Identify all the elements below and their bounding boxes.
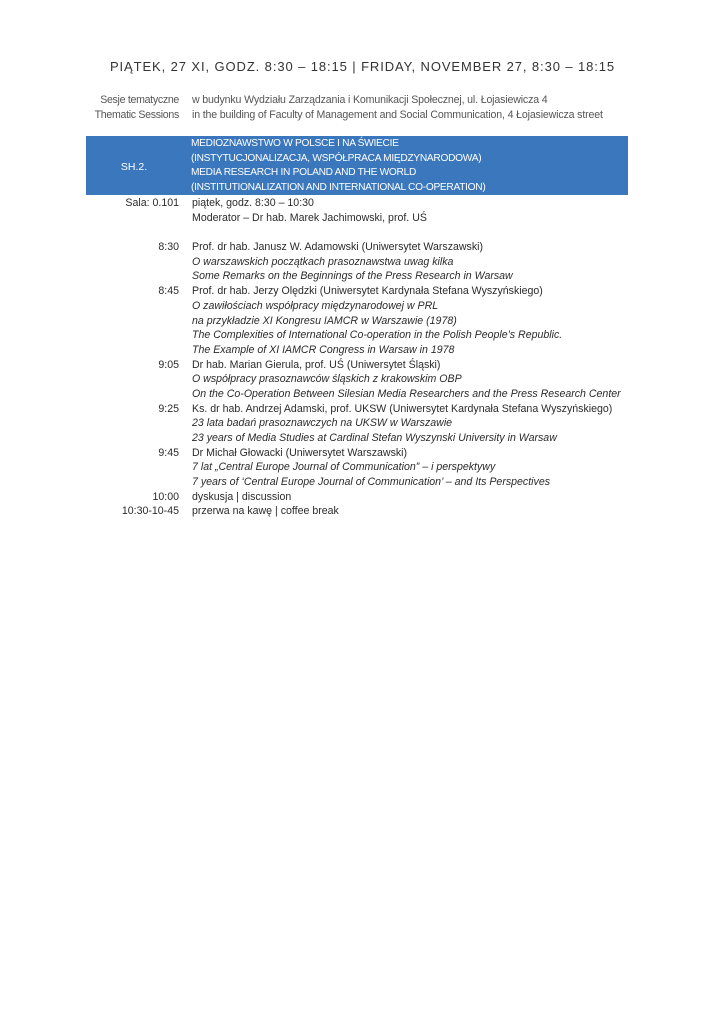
venue-text-pl: w budynku Wydziału Zarządzania i Komunikacji Społecznej, ul. Łojasiewicza 4 (192, 94, 548, 106)
spacer (0, 225, 725, 240)
talk-title: 23 years of Media Studies at Cardinal Stefan Wyszynski University in Warsaw (192, 432, 557, 444)
session-title-line: MEDIA RESEARCH IN POLAND AND THE WORLD (191, 167, 417, 179)
talk-time: 9:05 (158, 358, 179, 371)
talk-row (0, 446, 725, 490)
venue-label-en: Thematic Sessions (94, 109, 179, 121)
discussion-time: 10:00 (152, 490, 179, 503)
room-date: piątek, godz. 8:30 – 10:30 (192, 197, 314, 209)
talk-time: 8:45 (158, 285, 179, 298)
talk-time: 9:45 (158, 446, 179, 459)
venue-text-en: in the building of Faculty of Management and Social Communication, 4 Łojasiewicza street (192, 109, 603, 121)
discussion-text: dyskusja | discussion (192, 490, 292, 503)
discussion-row (0, 490, 725, 505)
talk-title: na przykładzie XI Kongresu IAMCR w Warszawie (1978) (192, 314, 457, 327)
talk-title: On the Co-Operation Between Silesian Media Researchers and the Press Research Center (192, 387, 621, 400)
room-label: Sala: 0.101 (125, 197, 179, 209)
talk-speaker: Dr Michał Głowacki (Uniwersytet Warszawski) (192, 446, 408, 459)
talk-speaker: Dr hab. Marian Gierula, prof. UŚ (Uniwersytet Śląski) (192, 358, 441, 371)
talk-title: The Complexities of International Co-operation in the Polish People’s Republic. (192, 329, 563, 342)
talk-row (0, 284, 725, 357)
talk-speaker: Ks. dr hab. Andrzej Adamski, prof. UKSW (Uniwersytet Kardynała Stefana Wyszyńskiego) (192, 402, 613, 415)
coffee-break-row (0, 504, 725, 519)
talk-title: O warszawskich początkach prasoznawstwa uwag kilka (192, 255, 454, 268)
talk-time: 8:30 (158, 241, 179, 254)
moderator: Moderator – Dr hab. Marek Jachimowski, prof. UŚ (192, 211, 427, 224)
talk-time: 9:25 (158, 402, 179, 415)
session-title-line: (INSTYTUCJONALIZACJA, WSPÓŁPRACA MIĘDZYNARODOWA) (191, 152, 482, 164)
coffee-break-time: 10:30-10-45 (121, 505, 179, 518)
talk-speaker: Prof. dr hab. Janusz W. Adamowski (Uniwersytet Warszawski) (192, 241, 484, 254)
talk-title: 7 lat „Central Europe Journal of Communication” – i perspektywy (192, 461, 496, 474)
session-titles (191, 136, 485, 195)
talk-row (0, 402, 725, 446)
day-title: PIĄTEK, 27 XI, GODZ. 8:30 – 18:15 | FRIDAY, NOVEMBER 27, 8:30 – 18:15 (109, 59, 616, 74)
schedule (0, 196, 725, 519)
talk-row (0, 240, 725, 284)
venue-info (0, 93, 725, 123)
coffee-break-text: przerwa na kawę | coffee break (192, 505, 339, 518)
session-banner (86, 136, 628, 195)
talk-speaker: Prof. dr hab. Jerzy Olędzki (Uniwersytet Kardynała Stefana Wyszyńskiego) (192, 285, 543, 298)
venue-label-pl: Sesje tematyczne (100, 94, 179, 106)
talk-row (0, 358, 725, 402)
session-title-line: (INSTITUTIONALIZATION AND INTERNATIONAL CO-OPERATION) (191, 182, 486, 194)
talk-title: 23 lata badań prasoznawczych na UKSW w Warszawie (192, 417, 453, 430)
talk-title: O zawiłościach współpracy międzynarodowej w PRL (192, 299, 439, 312)
talk-title: 7 years of ‘Central Europe Journal of Communication’ – and Its Perspectives (192, 476, 551, 489)
talk-title: The Example of XI IAMCR Congress in Warsaw in 1978 (192, 343, 455, 356)
talk-title: O współpracy prasoznawców śląskich z krakowskim OBP (192, 373, 462, 386)
session-code: SH.2. (120, 160, 148, 173)
talk-title: Some Remarks on the Beginnings of the Press Research in Warsaw (192, 270, 513, 283)
room-row (0, 196, 725, 225)
session-title-line: MEDIOZNAWSTWO W POLSCE I NA ŚWIECIE (191, 138, 399, 149)
